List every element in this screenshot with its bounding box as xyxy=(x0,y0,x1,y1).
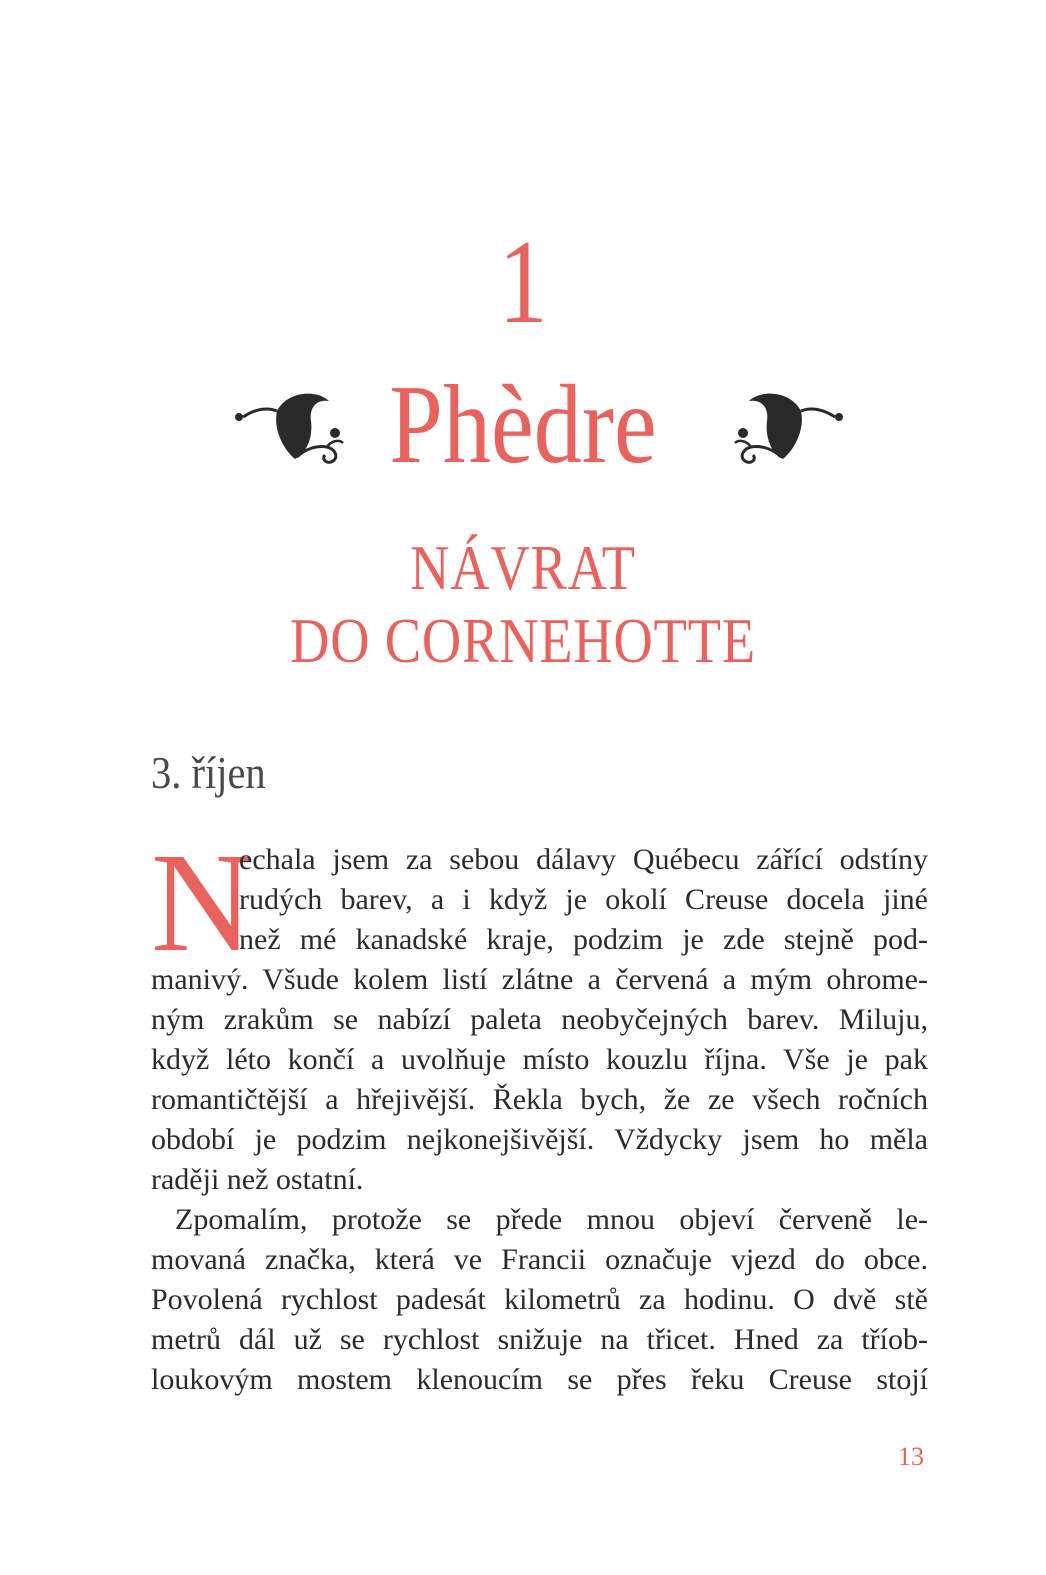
paragraph-2-line: metrů dál už se rychlost snižuje na třicet. Hned za tříob- xyxy=(151,1323,928,1356)
leaf-ornament-right-icon xyxy=(732,387,847,467)
chapter-title-row xyxy=(0,365,1046,485)
paragraph-2-line: loukovým mostem klenoucím se přes řeku Creuse stojí xyxy=(151,1363,928,1396)
paragraph-1-line: rudých barev, a i když je okolí Creuse docela jiné xyxy=(239,883,928,916)
chapter-subtitle-line-2: DO CORNEHOTTE xyxy=(290,605,756,676)
paragraph-1-line: manivý. Všude kolem listí zlátne a červená a mým ohrome- xyxy=(151,963,928,996)
paragraph-1-line: raději než ostatní. xyxy=(151,1163,364,1196)
date-heading: 3. říjen xyxy=(151,747,266,798)
paragraph-1-line: období je podzim nejkonejšivější. Vždycky jsem ho měla xyxy=(151,1123,928,1156)
paragraph-1-line: když léto končí a uvolňuje místo kouzlu října. Vše je pak xyxy=(151,1043,928,1076)
chapter-subtitle-line-1: NÁVRAT xyxy=(410,532,636,603)
paragraph-1-line: echala jsem za sebou dálavy Québecu zářící odstíny xyxy=(239,843,928,876)
paragraph-2-line: movaná značka, která ve Francii označuje vjezd do obce. xyxy=(151,1243,928,1276)
chapter-number: 1 xyxy=(498,215,548,348)
page-number: 13 xyxy=(898,1442,924,1471)
paragraph-2-line: Zpomalím, protože se přede mnou objeví červeně le- xyxy=(175,1203,928,1236)
paragraph-1-line: ným zrakům se nabízí paleta neobyčejných barev. Miluju, xyxy=(151,1003,928,1036)
paragraph-2-line: Povolená rychlost padesát kilometrů za hodinu. O dvě stě xyxy=(151,1283,928,1316)
paragraph-1-line: romantičtější a hřejivější. Řekla bych, že ze všech ročních xyxy=(151,1083,928,1116)
drop-cap: N xyxy=(151,823,254,981)
chapter-title: Phèdre xyxy=(389,363,657,487)
paragraph-1-line: než mé kanadské kraje, podzim je zde stejně pod- xyxy=(239,923,928,956)
